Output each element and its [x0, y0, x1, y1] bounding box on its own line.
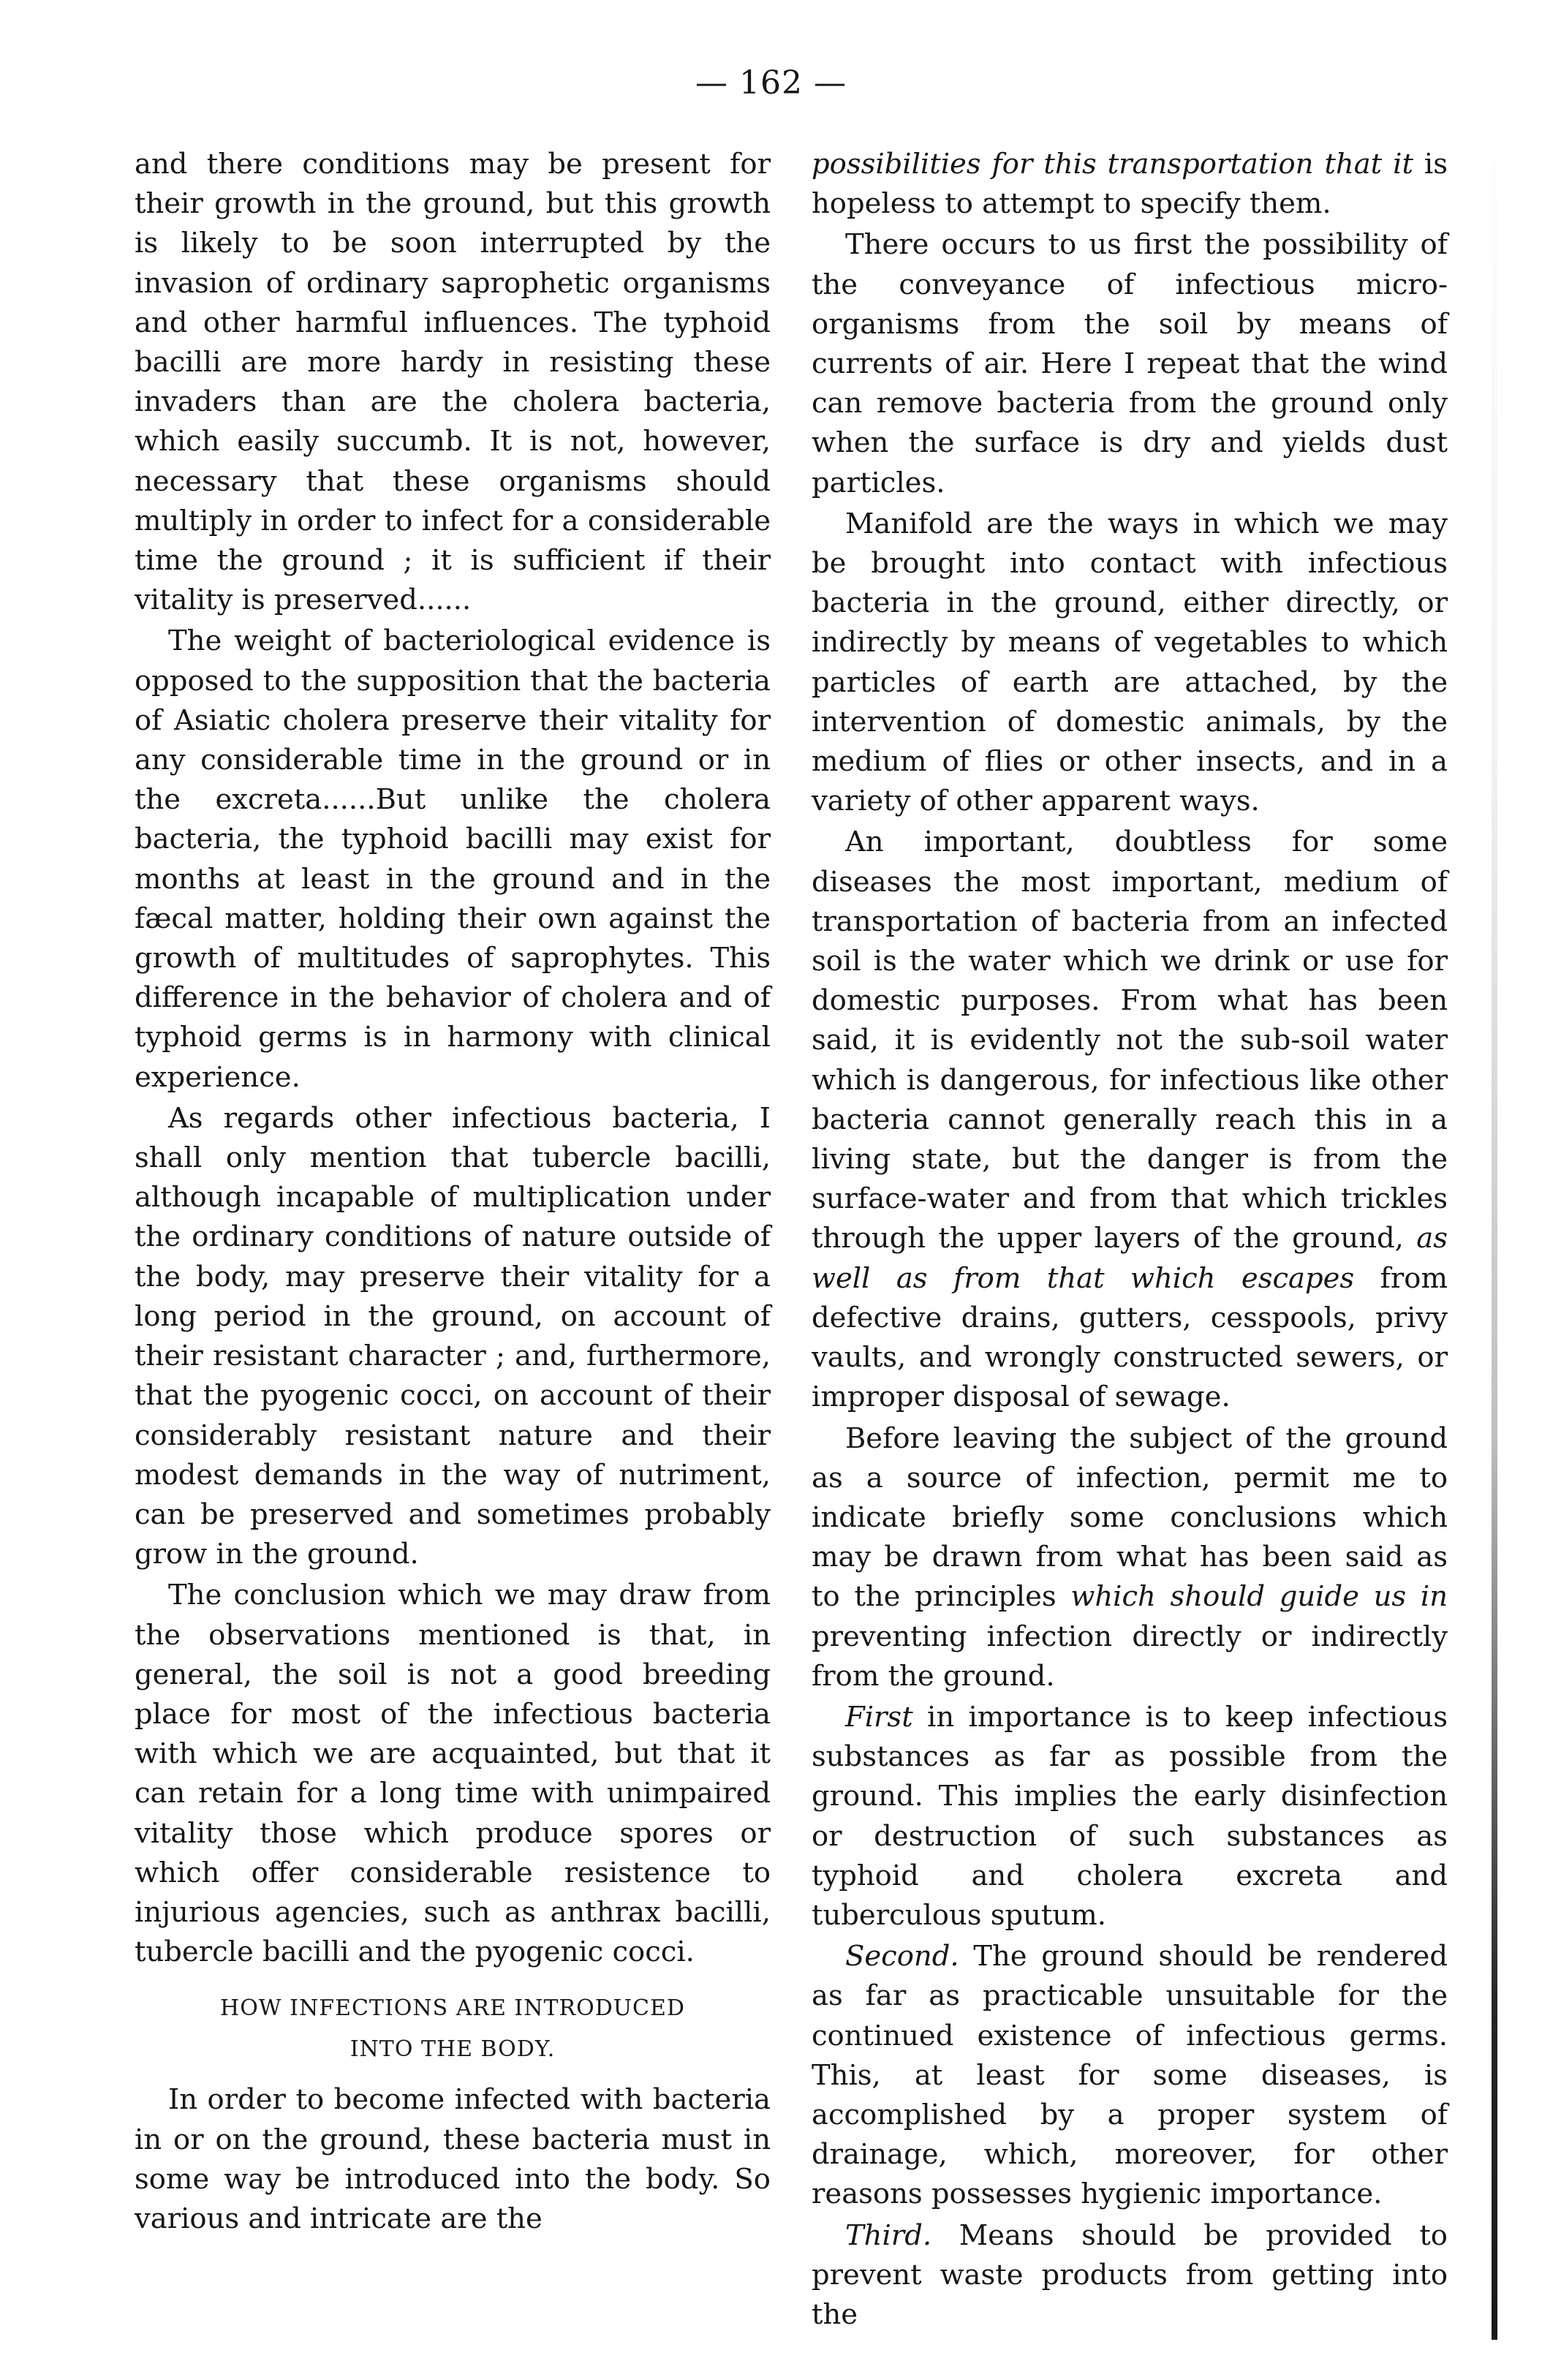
right-paragraph-5-text-a: Before leaving the subject of the ground as a source of infection, permit me to indicate briefly some conclusions which may be drawn from what has been said as to the principles [812, 1421, 1448, 1614]
left-paragraph-1: and there conditions may be present for their growth in the ground, but this growth is likely to be soon interrupted by the invasion of ordinary saprophetic organisms and other harmful influences. The typhoid bacilli are more hardy in resisting these invaders than are the cholera bacteria, which easily succumb. It is not, however, necessary that these organisms should multiply in order to infect for a considerable time the ground ; it is sufficient if their vitality is preserved...... [135, 148, 771, 617]
right-paragraph-1-text: is hopeless to attempt to specify them. [812, 148, 1448, 221]
right-paragraph-4-italic: as well as from that which escapes [812, 1222, 1448, 1295]
section-heading [135, 1988, 771, 2070]
right-paragraph-5 [812, 1419, 1448, 1696]
right-paragraph-4-text-b: from defective drains, gutters, cesspools, privy vaults, and wrongly constructed sewers, or improper disposal of sewage. [812, 1261, 1448, 1414]
right-column [812, 145, 1448, 2336]
right-paragraph-1 [812, 145, 1448, 224]
right-paragraph-3: Manifold are the ways in which we may be brought into contact with infectious bacteria in the ground, either directly, or indirectly by means of vegetables to which particles of earth are attached, by the intervention of domestic animals, by the medium of flies or other insects, and in a variety of other apparent ways. [812, 507, 1448, 818]
right-paragraph-7 [812, 1937, 1448, 2214]
right-paragraph-7-lead: Second. [845, 1940, 959, 1973]
right-paragraph-8-text: Means should be provided to prevent waste products from getting into the [812, 2218, 1448, 2331]
right-paragraph-5-italic: which should guide us in [1070, 1580, 1448, 1614]
right-paragraph-6-lead: First [845, 1700, 913, 1734]
left-paragraph-3: As regards other infectious bacteria, I shall only mention that tubercle bacilli, although incapable of multiplication under the ordinary conditions of nature outside of the body, may preserve their vitality for a long period in the ground, on account of their resistant character ; and, furthermore, that the pyogenic cocci, on account of their considerably resistant nature and their modest demands in the way of nutriment, can be preserved and sometimes probably grow in the ground. [135, 1101, 771, 1571]
right-paragraph-2: There occurs to us first the possibility of the conveyance of infectious micro-organisms from the soil by means of currents of air. Here I repeat that the wind can remove bacteria from the ground only when the surface is dry and yields dust particles. [812, 228, 1448, 499]
right-paragraph-7-text: The ground should be rendered as far as practicable unsuitable for the continued existence of infectious germs. This, at least for some diseases, is accomplished by a proper system of drainage, which, moreover, for other reasons possesses hygienic importance. [812, 1940, 1448, 2211]
right-paragraph-5-text-b: preventing infection directly or indirectly from the ground. [812, 1620, 1448, 1693]
right-paragraph-1-italic: possibilities for this transportation that it [812, 148, 1413, 181]
left-paragraph-2: The weight of bacteriological evidence is opposed to the supposition that the bacteria of Asiatic cholera preserve their vitality for any considerable time in the ground or in the excreta......But unlike the cholera bacteria, the typhoid bacilli may exist for months at least in the ground and in the fæcal matter, holding their own against the growth of multitudes of saprophytes. This difference in the behavior of cholera and of typhoid germs is in harmony with clinical experience. [135, 624, 771, 1094]
right-paragraph-8-lead: Third. [845, 2218, 932, 2252]
left-paragraph-5: In order to become infected with bacteria in or on the ground, these bacteria must in some way be introduced into the body. So various and intricate are the [135, 2083, 771, 2235]
right-paragraph-6 [812, 1698, 1448, 1935]
right-paragraph-4-text-a: An important, doubtless for some diseases the most important, medium of transportation of bacteria from an infected soil is the water which we drink or use for domestic purposes. From what has been said, it is evidently not the sub-soil water which is dangerous, for infectious like other bacteria cannot generally reach this in a living state, but the danger is from the surface-water and from that which trickles through the upper layers of the ground, [812, 826, 1448, 1255]
right-paragraph-4 [812, 823, 1448, 1417]
section-heading-line-2: INTO THE BODY. [349, 2036, 556, 2063]
page-number: — 162 — [695, 64, 847, 102]
right-paragraph-6-text: in importance is to keep infectious substances as far as possible from the ground. This implies the early disinfection or destruction of such substances as typhoid and cholera excreta and tuberculous sputum. [812, 1700, 1448, 1932]
left-column [135, 145, 771, 2240]
right-paragraph-8 [812, 2216, 1448, 2335]
section-heading-line-1: HOW INFECTIONS ARE INTRODUCED [220, 1995, 685, 2022]
left-paragraph-4: The conclusion which we may draw from the observations mentioned is that, in general, the soil is not a good breeding place for most of the infectious bacteria with which we are acquainted, but that it can retain for a long time with unimpaired vitality those which produce spores or which offer considerable resistence to injurious agencies, such as anthrax bacilli, tubercle bacilli and the pyogenic cocci. [135, 1579, 771, 1969]
page-edge-shadow [1492, 73, 1497, 2340]
